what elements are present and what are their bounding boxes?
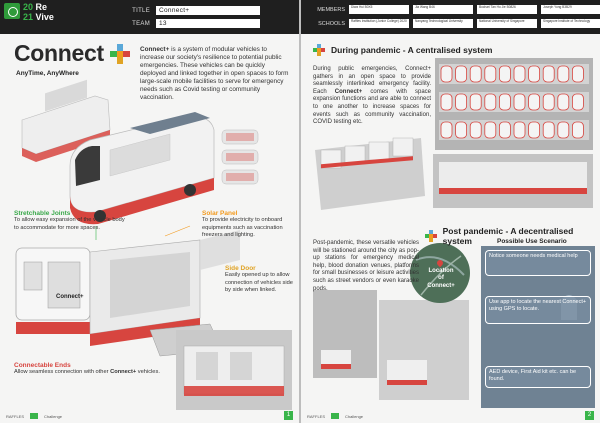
section-centralised-body: During public emergencies, Connect+ gathers in an open space to provide seamlessly interlinked emergency facility. Each Connect+ comes with space expansion functions and are able to connect to one another to increase spaces for events such as community vaccination, COVID testing etc. xyxy=(313,66,432,126)
linked-vehicles-render xyxy=(176,330,292,410)
section-centralised-title: During pandemic - A centralised system xyxy=(313,44,492,56)
aerial-vehicle xyxy=(499,94,510,110)
door-body: Easily opened up to allow connection of vehicles side by side when linked. xyxy=(225,272,293,293)
door-block xyxy=(225,265,295,294)
footer-org: RAFFLES xyxy=(6,413,25,419)
page-number-right: 2 xyxy=(585,411,594,420)
aerial-vehicle xyxy=(572,94,583,110)
aerial-vehicle xyxy=(456,122,467,138)
aerial-vehicle xyxy=(485,66,496,82)
aerial-vehicle xyxy=(514,94,525,110)
solar-block xyxy=(202,210,294,239)
team-value: 13 xyxy=(156,19,260,28)
scenario-title: Possible Use Scenario xyxy=(497,238,567,245)
floorplan-render-1 xyxy=(222,130,258,144)
aerial-vehicle xyxy=(543,94,554,110)
school-4: Singapore Institute of Technology xyxy=(541,19,600,28)
ends-block xyxy=(14,362,164,377)
member-4: Joseph Yong B3B29 xyxy=(541,5,600,14)
member-1: Diwa Hui B0X5 xyxy=(349,5,409,14)
aerial-vehicle xyxy=(456,94,467,110)
linked-row-render xyxy=(433,154,593,208)
aerial-vehicle xyxy=(499,122,510,138)
aerial-vehicle xyxy=(456,66,467,82)
section-decentralised-body: Post-pandemic, these versatile vehicles will be stationed around the city as pop-up stations for emergency medical help, blood donation venues, platforms for small businesses or leisure activities such as street vendors or even karaoke pods. xyxy=(313,240,419,292)
joints-body: To allow easy expansion of the vehicle body to accommodate for more spaces. xyxy=(14,217,125,231)
logo-num-1: 20 xyxy=(23,2,34,12)
aerial-vehicle xyxy=(470,94,481,110)
scenario-step-1: Notice someone needs medical help xyxy=(485,250,591,276)
right-page xyxy=(301,0,600,423)
aerial-vehicle xyxy=(514,122,525,138)
page-number-left: 1 xyxy=(284,411,293,420)
school-2: Nanyang Technological University xyxy=(413,19,473,28)
aerial-vehicle xyxy=(441,122,452,138)
members-label: MEMBERS xyxy=(317,6,345,13)
logo-word-2: Vive xyxy=(35,12,54,22)
title-value: Connect+ xyxy=(156,6,260,15)
door-title: Side Door xyxy=(225,265,256,272)
ends-body: Allow seamless connection with other Connect+ vehicles. xyxy=(14,369,160,376)
title-label: TITLE xyxy=(132,7,150,14)
schools-label: SCHOOLS xyxy=(318,20,345,27)
footer-org-right: RAFFLES xyxy=(307,413,326,419)
footer-logo-icon-right xyxy=(331,413,339,419)
aerial-vehicle xyxy=(470,66,481,82)
logo-num-2: 21 xyxy=(23,12,34,22)
right-renders xyxy=(301,0,600,423)
footer-logo-icon xyxy=(30,413,38,419)
floorplan-render-2 xyxy=(222,150,258,164)
city-street-render xyxy=(313,290,469,400)
joints-block xyxy=(14,210,126,232)
intro-brand: Connect+ xyxy=(140,46,170,53)
aerial-vehicle xyxy=(441,66,452,82)
aerial-vehicle xyxy=(543,122,554,138)
logo-word-1: Re xyxy=(35,2,48,12)
aerial-vehicle xyxy=(558,66,569,82)
school-1: Raffles Institution (Junior College) 2020 xyxy=(349,19,409,28)
left-page xyxy=(0,0,299,423)
solar-body: To provide electricity to onboard equipments such as vaccination freezers and lighting. xyxy=(202,217,283,238)
tagline: AnyTime, AnyWhere xyxy=(16,70,79,77)
interlinked-vehicles-render xyxy=(315,138,425,210)
solar-callout-line xyxy=(165,226,190,236)
aerial-vehicle xyxy=(572,122,583,138)
aerial-vehicle xyxy=(572,66,583,82)
aerial-vehicle xyxy=(470,122,481,138)
ends-title: Connectable Ends xyxy=(14,362,71,369)
vehicle-label: Connect+ xyxy=(56,294,84,300)
left-footer xyxy=(0,409,299,423)
aerial-vehicle xyxy=(529,122,540,138)
scenario-step-3: AED device, First Aid kit etc. can be found. xyxy=(485,366,591,388)
floorplan-render-3 xyxy=(222,170,258,184)
aerial-vehicle xyxy=(499,66,510,82)
aerial-vehicle xyxy=(514,66,525,82)
aerial-vehicle xyxy=(558,94,569,110)
plus-icon-small-2 xyxy=(425,230,437,242)
page-title: Connect xyxy=(14,40,104,66)
team-label: TEAM xyxy=(132,20,150,27)
aerial-vehicle xyxy=(485,122,496,138)
section-decentralised-title: Post pandemic - A decentralised system xyxy=(425,226,600,246)
aerial-vehicle xyxy=(485,94,496,110)
school-3: National University of Singapore xyxy=(477,19,537,28)
footer-challenge-right: Challenge xyxy=(345,413,364,419)
footer-challenge: Challenge xyxy=(44,413,63,419)
joints-title: Stretchable Joints xyxy=(14,210,71,217)
aerial-vehicle xyxy=(529,94,540,110)
aerial-vehicle xyxy=(529,66,540,82)
aerial-vehicle xyxy=(441,94,452,110)
aerial-vehicle xyxy=(543,66,554,82)
aerial-vehicle xyxy=(558,122,569,138)
scenario-step-2: Use app to locate the nearest Connect+ using GPS to locate. xyxy=(485,296,591,324)
intro-text: is a system of modular vehicles to increase our society's resilience to potential public emergencies. These vehicles can be quickly deployed and linked together in open spaces to form large-scale mobile facilities to serve for emergency needs such as Covid testing or community vaccination. xyxy=(140,46,289,101)
solar-title: Solar Panel xyxy=(202,210,238,217)
map-location-label: Location of Connect+ xyxy=(427,268,455,289)
member-2: Jia Wang B46 xyxy=(413,5,473,14)
member-3: Bochari Tan Ho Jie B0826 xyxy=(477,5,537,14)
right-footer xyxy=(301,409,600,423)
